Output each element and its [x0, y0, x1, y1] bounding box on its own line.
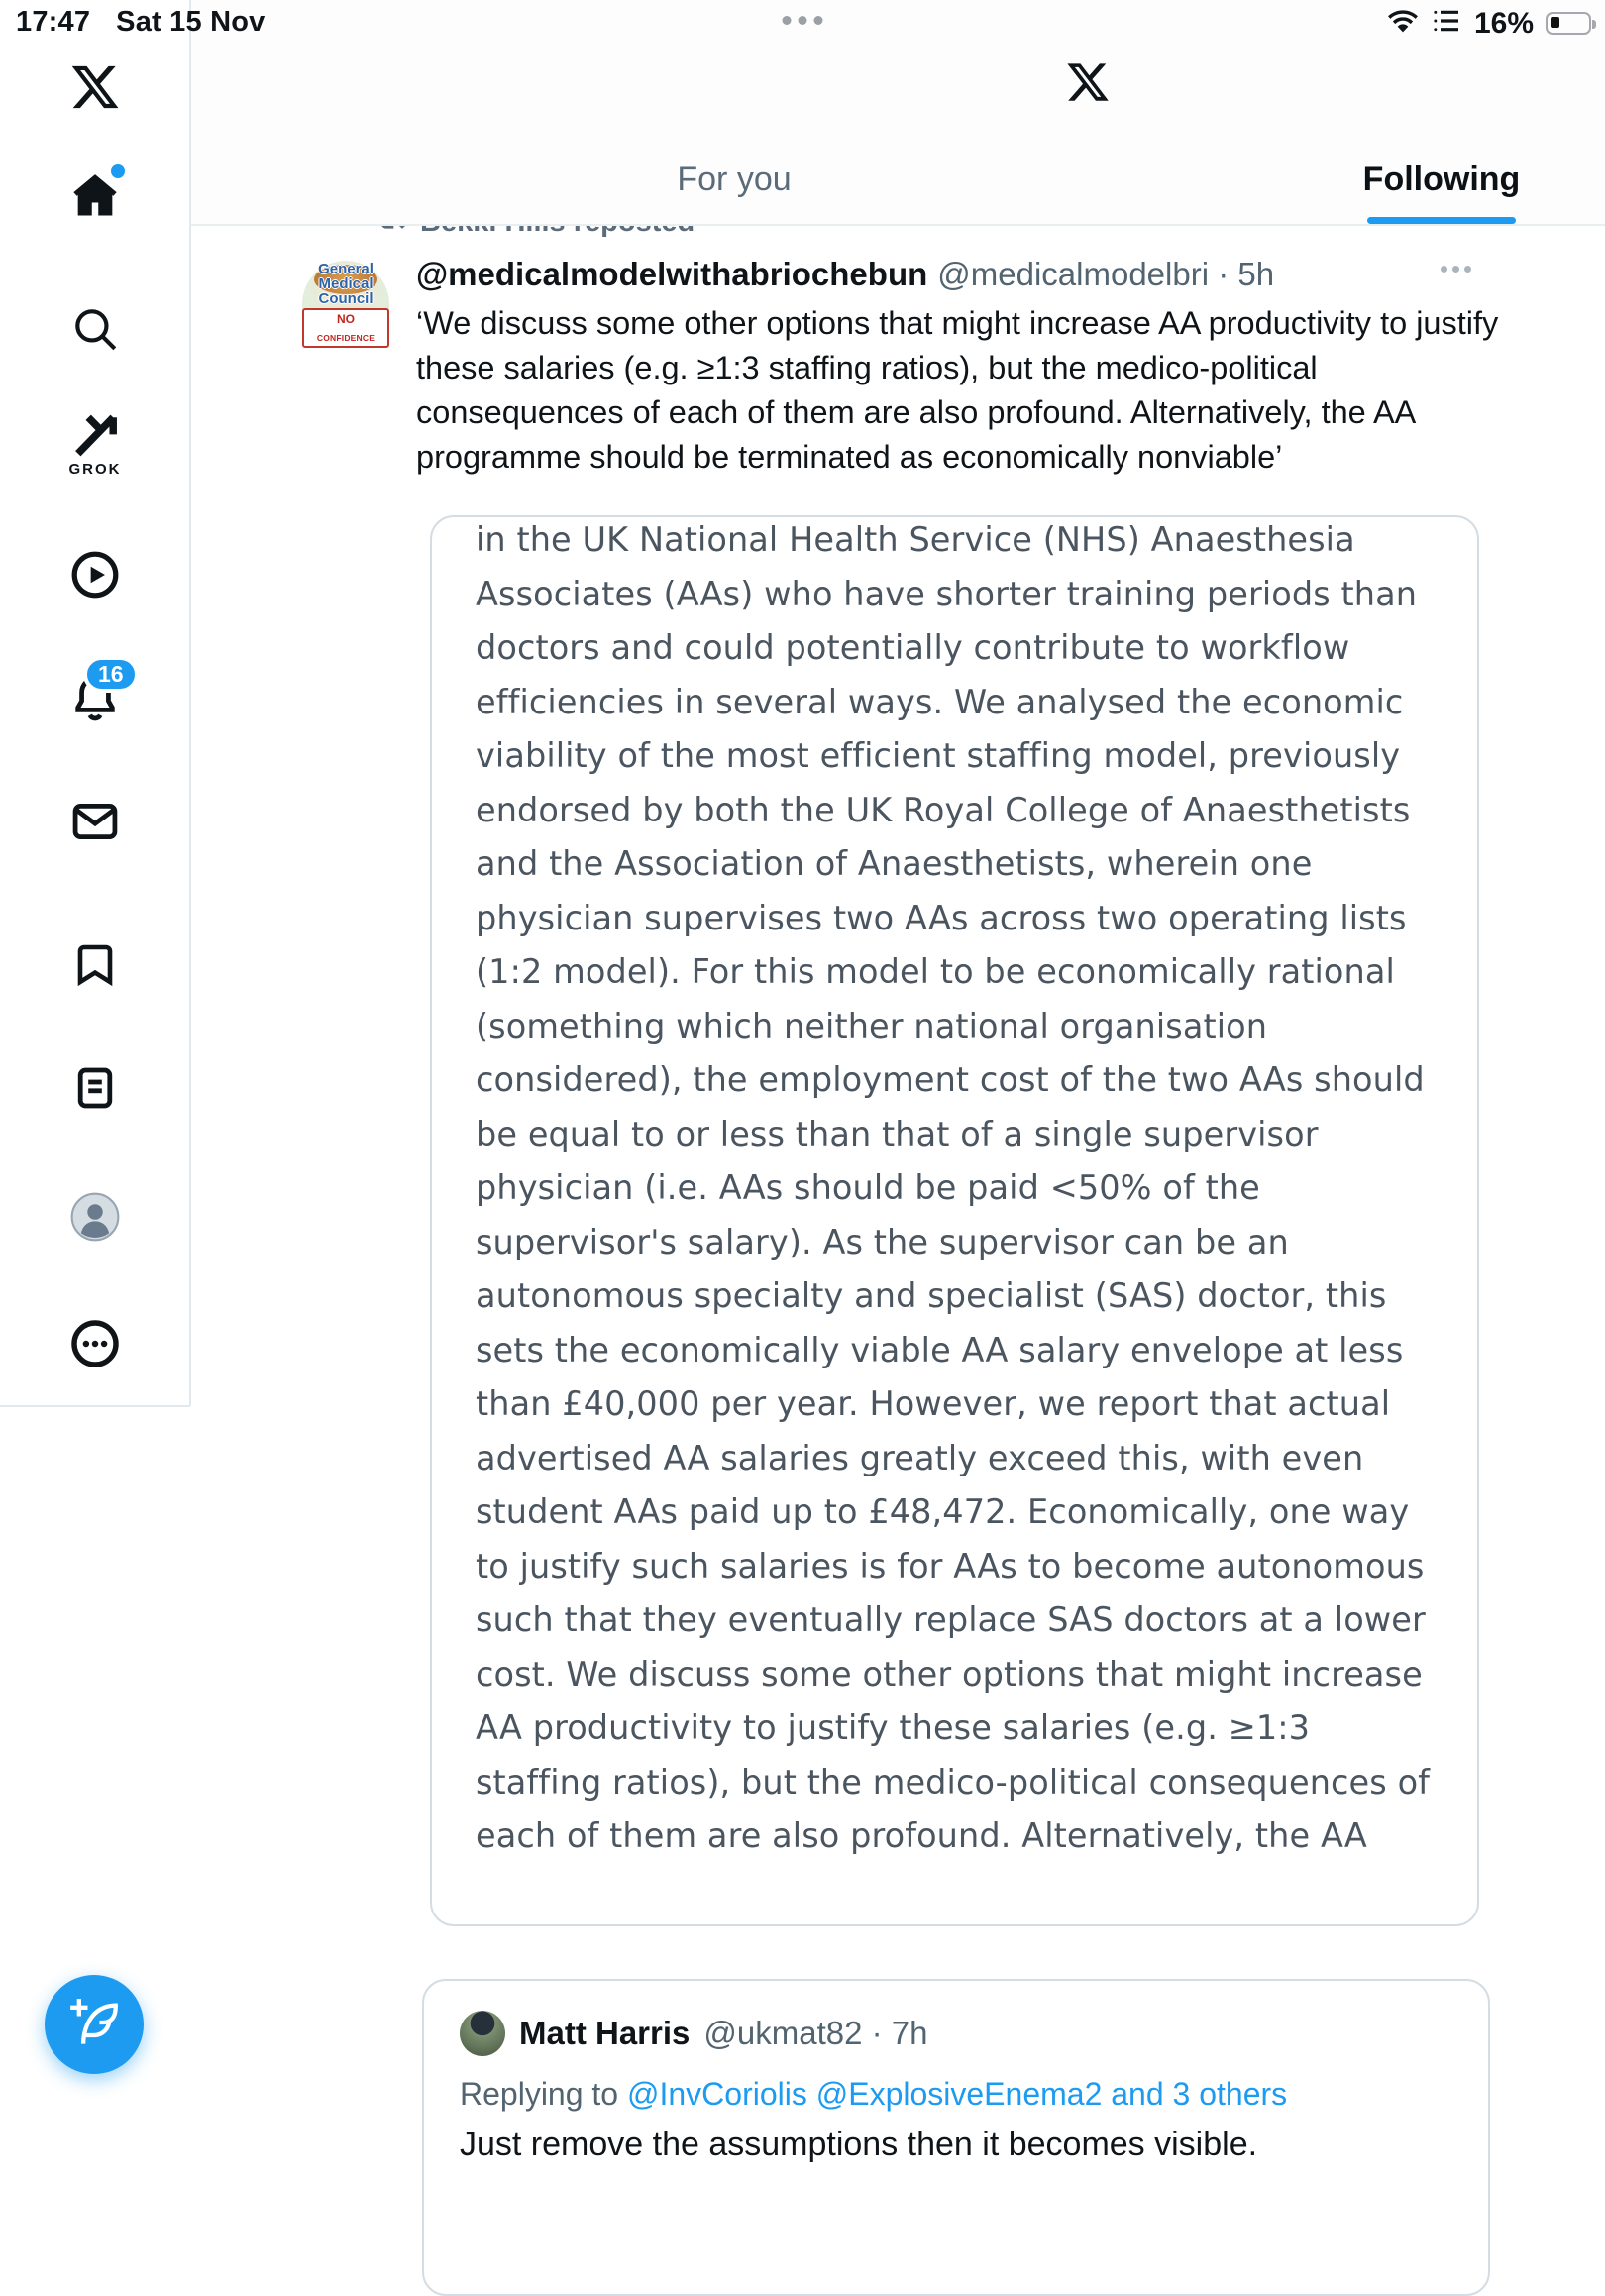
- home-icon: [69, 170, 121, 222]
- x-logo-header-icon[interactable]: [1065, 59, 1111, 110]
- quoted-handle-time[interactable]: @ukmat82 · 7h: [703, 2015, 928, 2051]
- envelope-icon: [69, 796, 121, 847]
- replying-to-prefix: Replying to: [460, 2076, 627, 2112]
- timeline: [190, 0, 1605, 2163]
- sidebar-item-more[interactable]: [69, 1318, 121, 1369]
- play-circle-icon: [69, 549, 121, 601]
- tweet-image-card[interactable]: [430, 515, 1479, 1926]
- sidebar-item-video[interactable]: [69, 549, 121, 601]
- sidebar-item-profile[interactable]: [70, 1192, 120, 1242]
- grok-icon: [70, 410, 120, 460]
- quoted-tweet-body: Just remove the assumptions then it becomes visible.: [460, 2126, 1258, 2163]
- quoted-avatar[interactable]: [460, 2011, 505, 2056]
- bookmark-icon: [71, 940, 119, 988]
- sidebar-item-home[interactable]: [69, 170, 121, 222]
- compose-quill-icon: [68, 1997, 120, 2053]
- sidebar-border: [189, 0, 191, 1406]
- sidebar-item-notifications[interactable]: [69, 661, 124, 723]
- tweet-handle-time[interactable]: @medicalmodelbri · 5h: [937, 256, 1275, 292]
- status-time-date: [16, 6, 265, 39]
- multitasking-dots-icon[interactable]: [783, 16, 823, 25]
- notifications-badge: 16: [83, 656, 139, 693]
- tab-following[interactable]: Following: [1362, 161, 1521, 198]
- tweet-display-name[interactable]: @medicalmodelwithabriochebun: [416, 256, 928, 292]
- quoted-tweet-header: [460, 2011, 928, 2056]
- replying-to-line: [460, 2076, 1287, 2113]
- status-date: Sat 15 Nov: [116, 6, 266, 38]
- x-logo-icon: [69, 61, 121, 113]
- quoted-tweet-card[interactable]: [422, 1979, 1490, 2296]
- lists-icon: [71, 1064, 119, 1112]
- compose-button[interactable]: [45, 1975, 144, 2074]
- sidebar-item-grok[interactable]: [69, 410, 122, 478]
- search-icon: [70, 304, 120, 354]
- sidebar-item-search[interactable]: [70, 304, 120, 354]
- sidebar-item-messages[interactable]: [69, 796, 121, 847]
- sidebar-item-x-home[interactable]: [69, 61, 121, 113]
- tab-for-you[interactable]: For you: [677, 161, 792, 198]
- more-circle-icon: [69, 1318, 121, 1369]
- no-confidence-sign: NO CONFIDENCE: [302, 308, 389, 348]
- grok-label: GROK: [68, 461, 122, 478]
- focus-list-icon: [1431, 5, 1462, 42]
- active-tab-underline: [1367, 217, 1516, 224]
- avatar[interactable]: [302, 261, 389, 348]
- wifi-icon: [1387, 5, 1419, 42]
- avatar-text: General: [318, 260, 374, 277]
- battery-icon: [1546, 12, 1591, 35]
- status-bar: [0, 0, 1605, 42]
- replying-to-mentions[interactable]: @InvCoriolis @ExplosiveEnema2 and 3 others: [626, 2076, 1288, 2112]
- image-card-text: in the UK National Health Service (NHS) Anaesthesia Associates (AAs) who have shorter training periods than doctors and could potentially contribute to workflow efficiencies in several ways. We analysed the economic viability of the most efficient staffing model, previously endorsed by both the UK Royal College of Anaesthetists and the Association of Anaesthetists, wherein one physician supervises two AAs across two operating lists (1:2 model). For this model to be economically rational (something which neither national organisation considered), the employment cost of the two AAs should be equal to or less than that of a single supervisor physician (i.e. AAs should be paid <50% of the supervisor's salary). As the supervisor can be an autonomous specialty and specialist (SAS) doctor, this sets the economically viable AA salary envelope at less than £40,000 per year. However, we report that actual advertised AA salaries greatly exceed this, with even student AAs paid up to £48,472. Economically, one way to justify such salaries is for AAs to become autonomous such that they eventually replace SAS doctors at a lower cost. We discuss some other options that might increase AA productivity to justify these salaries (e.g. ≥1:3 staffing ratios), but the medico-political consequences of each of them are also profound. Alternatively, the AA: [476, 520, 1431, 1855]
- sidebar-item-lists[interactable]: [71, 1064, 119, 1112]
- quoted-display-name[interactable]: Matt Harris: [519, 2015, 691, 2051]
- avatar-text: Council: [318, 289, 374, 307]
- profile-avatar-icon: [70, 1192, 120, 1242]
- status-time: 17:47: [16, 6, 91, 38]
- sidebar-divider: [0, 1405, 190, 1407]
- tweet-body-text[interactable]: ‘We discuss some other options that might increase AA productivity to justify these salaries (e.g. ≥1:3 staffing ratios), but the medico-political consequences of each of them are also profound. Alternatively, the AA programme should be terminated as economically nonviable’: [416, 305, 1499, 475]
- bell-icon: [69, 661, 124, 723]
- avatar-text: Medical: [318, 274, 374, 292]
- sidebar-item-bookmarks[interactable]: [71, 940, 119, 988]
- nav-sidebar: [0, 0, 190, 2140]
- home-unread-dot: [111, 164, 125, 178]
- battery-percentage: 16%: [1473, 6, 1534, 40]
- tweet-more-button[interactable]: [1441, 266, 1471, 273]
- tweet-header: [416, 256, 1274, 293]
